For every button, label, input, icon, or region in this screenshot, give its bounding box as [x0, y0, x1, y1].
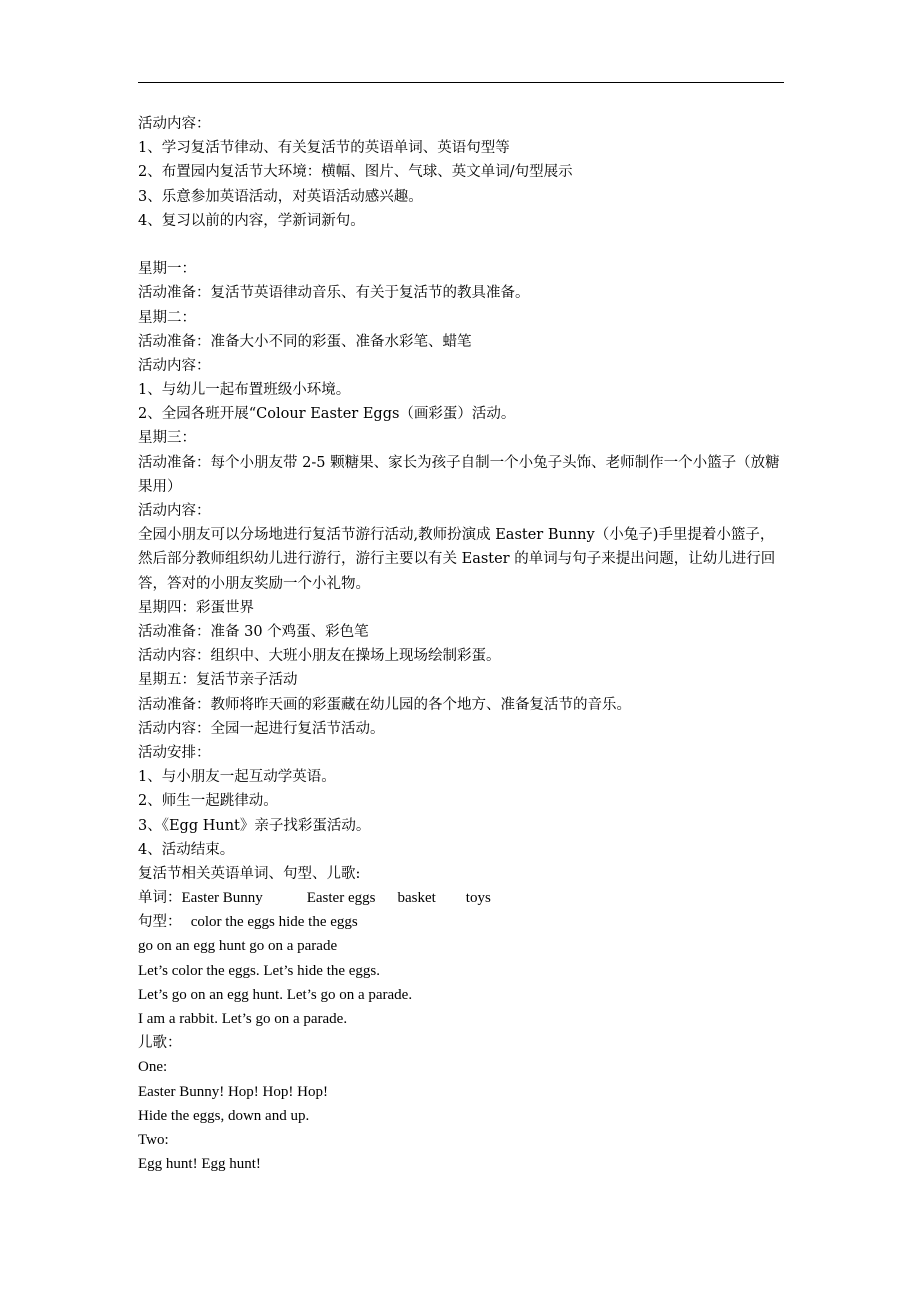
- wednesday-title: 星期三：: [138, 430, 196, 447]
- pattern-line: color the eggs hide the eggs: [190, 914, 358, 931]
- document-body: [138, 112, 788, 1176]
- friday-title: 星期五：复活节亲子活动: [138, 672, 298, 689]
- wednesday-content: 全园小朋友可以分场地进行复活节游行活动,教师扮演成 Easter Bunny（小兔子)手里提着小篮子，然后部分教师组织幼儿进行游行，游行主要以有关 Easter 的单词与句子来提出问题，让幼儿进行回答，答对的小朋友奖励一个小礼物。: [138, 527, 776, 592]
- vocab-word: Easter eggs: [306, 890, 376, 907]
- tuesday-item: 2、全园各班开展“Colour Easter Eggs（画彩蛋）活动。: [138, 406, 516, 423]
- vocab-word: toys: [465, 890, 491, 907]
- thursday-title: 星期四：彩蛋世界: [138, 599, 254, 616]
- tuesday-prep: 活动准备：准备大小不同的彩蛋、准备水彩笔、蜡笔: [138, 333, 472, 350]
- friday-prep: 活动准备：教师将昨天画的彩蛋藏在幼儿园的各个地方、准备复活节的音乐。: [138, 696, 631, 713]
- schedule-item: 4、活动结束。: [138, 841, 235, 858]
- vocab-heading: 复活节相关英语单词、句型、儿歌:: [138, 865, 361, 882]
- song-heading: 儿歌：: [138, 1035, 182, 1052]
- song-line: Two:: [138, 1131, 169, 1148]
- intro-item: 2、布置园内复活节大环境：横幅、图片、气球、英文单词/句型展示: [138, 164, 573, 181]
- wednesday-content-heading: 活动内容：: [138, 503, 211, 520]
- intro-item: 1、学习复活节律动、有关复活节的英语单词、英语句型等: [138, 140, 510, 157]
- intro-item: 4、复习以前的内容，学新词新句。: [138, 212, 365, 229]
- header-rule: [138, 82, 784, 83]
- intro-heading: 活动内容：: [138, 116, 211, 132]
- schedule-heading: 活动安排：: [138, 744, 211, 761]
- thursday-prep: 活动准备：准备 30 个鸡蛋、彩色笔: [138, 624, 369, 641]
- vocab-word: Easter Bunny: [181, 890, 263, 907]
- schedule-item: 2、师生一起跳律动。: [138, 793, 278, 810]
- tuesday-content-heading: 活动内容：: [138, 357, 211, 374]
- pattern-line: Let’s go on an egg hunt. Let’s go on a parade.: [138, 986, 413, 1003]
- words-row: [138, 886, 788, 910]
- tuesday-title: 星期二：: [138, 309, 196, 326]
- wednesday-prep: 活动准备：每个小朋友带 2-5 颗糖果、家长为孩子自制一个小兔子头饰、老师制作一个小篮子（放糖果用）: [138, 454, 780, 495]
- pattern-line: I am a rabbit. Let’s go on a parade.: [138, 1011, 348, 1028]
- pattern-line: Let’s color the eggs. Let’s hide the eggs.: [138, 962, 381, 979]
- song-line: Hide the eggs, down and up.: [138, 1107, 310, 1124]
- monday-prep: 活动准备：复活节英语律动音乐、有关于复活节的教具准备。: [138, 285, 530, 302]
- words-label: 单词：: [138, 890, 182, 907]
- intro-item: 3、乐意参加英语活动，对英语活动感兴趣。: [138, 188, 423, 205]
- schedule-item: 3、《Egg Hunt》亲子找彩蛋活动。: [138, 817, 371, 834]
- pattern-line: go on an egg hunt go on a parade: [138, 938, 338, 955]
- monday-title: 星期一：: [138, 261, 196, 278]
- song-line: Egg hunt! Egg hunt!: [138, 1156, 261, 1173]
- vocab-word: basket: [397, 890, 436, 907]
- tuesday-item: 1、与幼儿一起布置班级小环境。: [138, 382, 351, 399]
- song-line: Easter Bunny! Hop! Hop! Hop!: [138, 1083, 328, 1100]
- schedule-item: 1、与小朋友一起互动学英语。: [138, 769, 336, 786]
- thursday-content: 活动内容：组织中、大班小朋友在操场上现场绘制彩蛋。: [138, 648, 501, 665]
- pattern-row: [138, 910, 788, 934]
- pattern-label: 句型：: [138, 914, 182, 931]
- friday-content: 活动内容：全园一起进行复活节活动。: [138, 720, 385, 737]
- song-line: One:: [138, 1059, 168, 1076]
- blank-line: [138, 233, 788, 257]
